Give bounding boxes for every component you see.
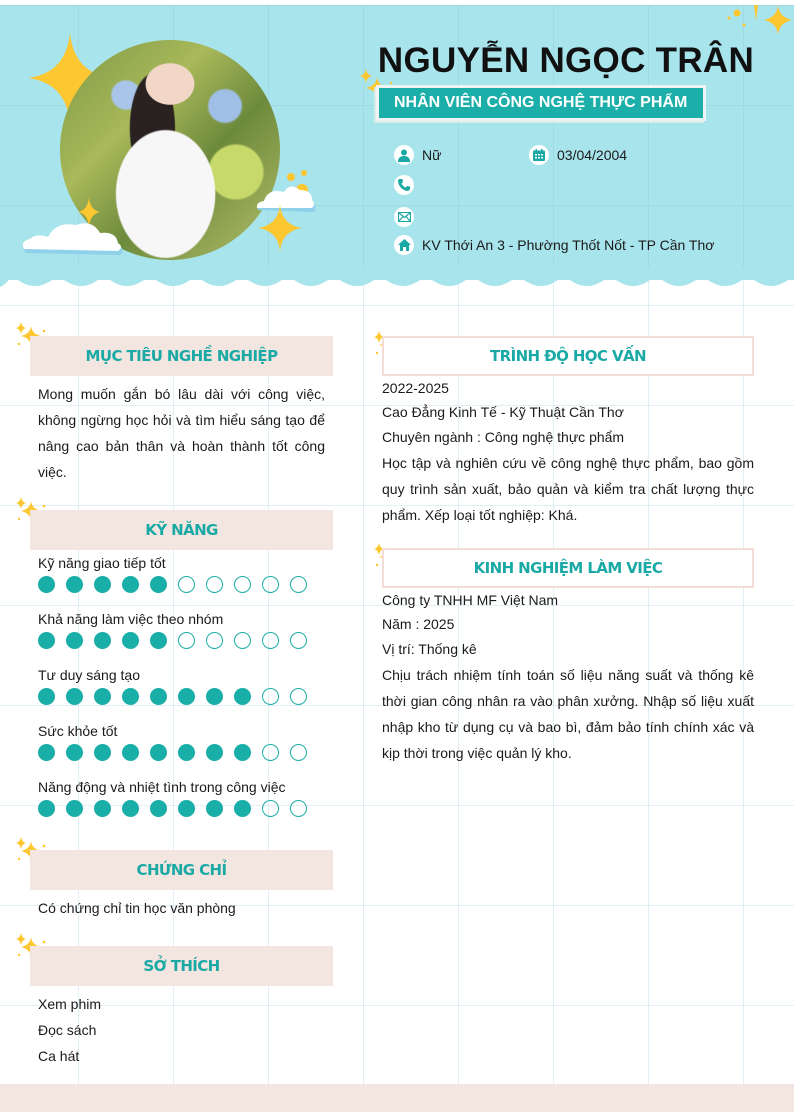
info-email: [394, 207, 422, 227]
skill-rating: [38, 688, 307, 705]
cv-page: [0, 5, 794, 1112]
education-period: 2022-2025: [382, 380, 449, 396]
rating-dot-filled: [38, 688, 55, 705]
rating-dot-empty: [290, 744, 307, 761]
skill-label: Sức khỏe tốt: [38, 723, 118, 739]
rating-dot-filled: [150, 688, 167, 705]
rating-dot-filled: [38, 632, 55, 649]
rating-dot-filled: [150, 576, 167, 593]
section-header-skills: KỸ NĂNG: [30, 510, 333, 550]
rating-dot-filled: [206, 800, 223, 817]
sparkle-decoration-medium: [258, 205, 302, 251]
rating-dot-empty: [290, 576, 307, 593]
section-header-objective: MỤC TIÊU NGHỀ NGHIỆP: [30, 336, 333, 376]
rating-dot-filled: [38, 576, 55, 593]
skill-label: Năng động và nhiệt tình trong công việc: [38, 779, 286, 795]
rating-dot-empty: [290, 632, 307, 649]
rating-dot-filled: [66, 576, 83, 593]
cloud-decoration-left: [20, 215, 126, 265]
skill-label: Khả năng làm việc theo nhóm: [38, 611, 224, 627]
rating-dot-filled: [178, 800, 195, 817]
info-address: [394, 235, 714, 255]
rating-dot-filled: [66, 744, 83, 761]
rating-dot-filled: [150, 744, 167, 761]
rating-dot-empty: [262, 688, 279, 705]
objective-text: Mong muốn gắn bó lâu dài với công việc, không ngừng học hỏi và tìm hiểu sáng tạo để nâng cao bản thân và hoàn thành tốt công việc.: [38, 386, 325, 480]
rating-dot-filled: [94, 576, 111, 593]
education-major: Chuyên ngành : Công nghệ thực phẩm: [382, 429, 625, 445]
rating-dot-filled: [38, 800, 55, 817]
rating-dot-empty: [262, 576, 279, 593]
section-header-experience: KINH NGHIỆM LÀM VIỆC: [382, 548, 754, 588]
rating-dot-empty: [290, 800, 307, 817]
rating-dot-filled: [122, 576, 139, 593]
rating-dot-filled: [206, 744, 223, 761]
rating-dot-empty: [206, 576, 223, 593]
rating-dot-filled: [122, 688, 139, 705]
sparkle-decoration-top-right: [724, 5, 794, 39]
rating-dot-filled: [178, 744, 195, 761]
mail-icon: [394, 207, 414, 227]
rating-dot-empty: [234, 576, 251, 593]
job-title-badge: NHÂN VIÊN CÔNG NGHỆ THỰC PHẨM: [376, 85, 706, 121]
skill-rating: [38, 800, 307, 817]
rating-dot-filled: [94, 744, 111, 761]
rating-dot-empty: [178, 632, 195, 649]
rating-dot-filled: [234, 744, 251, 761]
rating-dot-filled: [94, 632, 111, 649]
rating-dot-filled: [150, 800, 167, 817]
rating-dot-filled: [234, 688, 251, 705]
rating-dot-filled: [234, 800, 251, 817]
rating-dot-filled: [122, 744, 139, 761]
skill-rating: [38, 576, 307, 593]
education-description: Học tập và nghiên cứu về công nghệ thực phẩm, bao gồm quy trình sản xuất, bảo quản và kiểm tra chất lượng thực phẩm. Xếp loại tốt nghiệp: Khá.: [382, 455, 754, 523]
rating-dot-filled: [150, 632, 167, 649]
gender-value: Nữ: [422, 147, 442, 163]
section-header-hobbies: SỞ THÍCH: [30, 946, 333, 986]
rating-dot-empty: [178, 576, 195, 593]
experience-year: Năm : 2025: [382, 616, 455, 632]
info-gender: [394, 145, 441, 165]
hobby-item: Ca hát: [38, 1048, 80, 1064]
info-birthdate: [529, 145, 627, 165]
candidate-name: NGUYỄN NGỌC TRÂN: [377, 41, 755, 80]
phone-icon: [394, 175, 414, 195]
birthdate-value: 03/04/2004: [557, 147, 628, 163]
education-school: Cao Đẳng Kinh Tế - Kỹ Thuật Cần Thơ: [382, 404, 624, 420]
experience-company: Công ty TNHH MF Việt Nam: [382, 592, 559, 608]
info-phone: [394, 175, 422, 195]
skill-label: Tư duy sáng tạo: [38, 667, 140, 683]
rating-dot-filled: [38, 744, 55, 761]
footer-band: [0, 1084, 794, 1112]
rating-dot-filled: [66, 688, 83, 705]
experience-position: Vị trí: Thống kê: [382, 641, 477, 657]
home-icon: [394, 235, 414, 255]
rating-dot-filled: [178, 688, 195, 705]
rating-dot-empty: [262, 744, 279, 761]
rating-dot-filled: [122, 632, 139, 649]
rating-dot-empty: [206, 632, 223, 649]
skill-rating: [38, 632, 307, 649]
user-icon: [394, 145, 414, 165]
calendar-icon: [529, 145, 549, 165]
experience-description: Chịu trách nhiệm tính toán số liệu năng suất và thống kê thời gian công nhân ra vào phân xưởng. Nhập số liệu xuất nhập kho từ dụng cụ và bao bì, đảm bảo tính chính xác và kịp thời trong việc quản lý kho.: [382, 667, 754, 761]
section-header-certificates: CHỨNG CHỈ: [30, 850, 333, 890]
rating-dot-empty: [234, 632, 251, 649]
rating-dot-empty: [290, 688, 307, 705]
rating-dot-filled: [94, 688, 111, 705]
scallop-border: [0, 267, 794, 299]
address-value: KV Thới An 3 - Phường Thốt Nốt - TP Cần Thơ: [422, 237, 715, 253]
section-header-education: TRÌNH ĐỘ HỌC VẤN: [382, 336, 754, 376]
rating-dot-filled: [122, 800, 139, 817]
rating-dot-filled: [66, 632, 83, 649]
skill-rating: [38, 744, 307, 761]
rating-dot-filled: [206, 688, 223, 705]
rating-dot-filled: [94, 800, 111, 817]
rating-dot-empty: [262, 632, 279, 649]
rating-dot-filled: [66, 800, 83, 817]
hobby-item: Đọc sách: [38, 1022, 97, 1038]
skill-label: Kỹ năng giao tiếp tốt: [38, 555, 166, 571]
rating-dot-empty: [262, 800, 279, 817]
hobby-item: Xem phim: [38, 996, 102, 1012]
certificate-item: Có chứng chỉ tin học văn phòng: [38, 900, 236, 916]
